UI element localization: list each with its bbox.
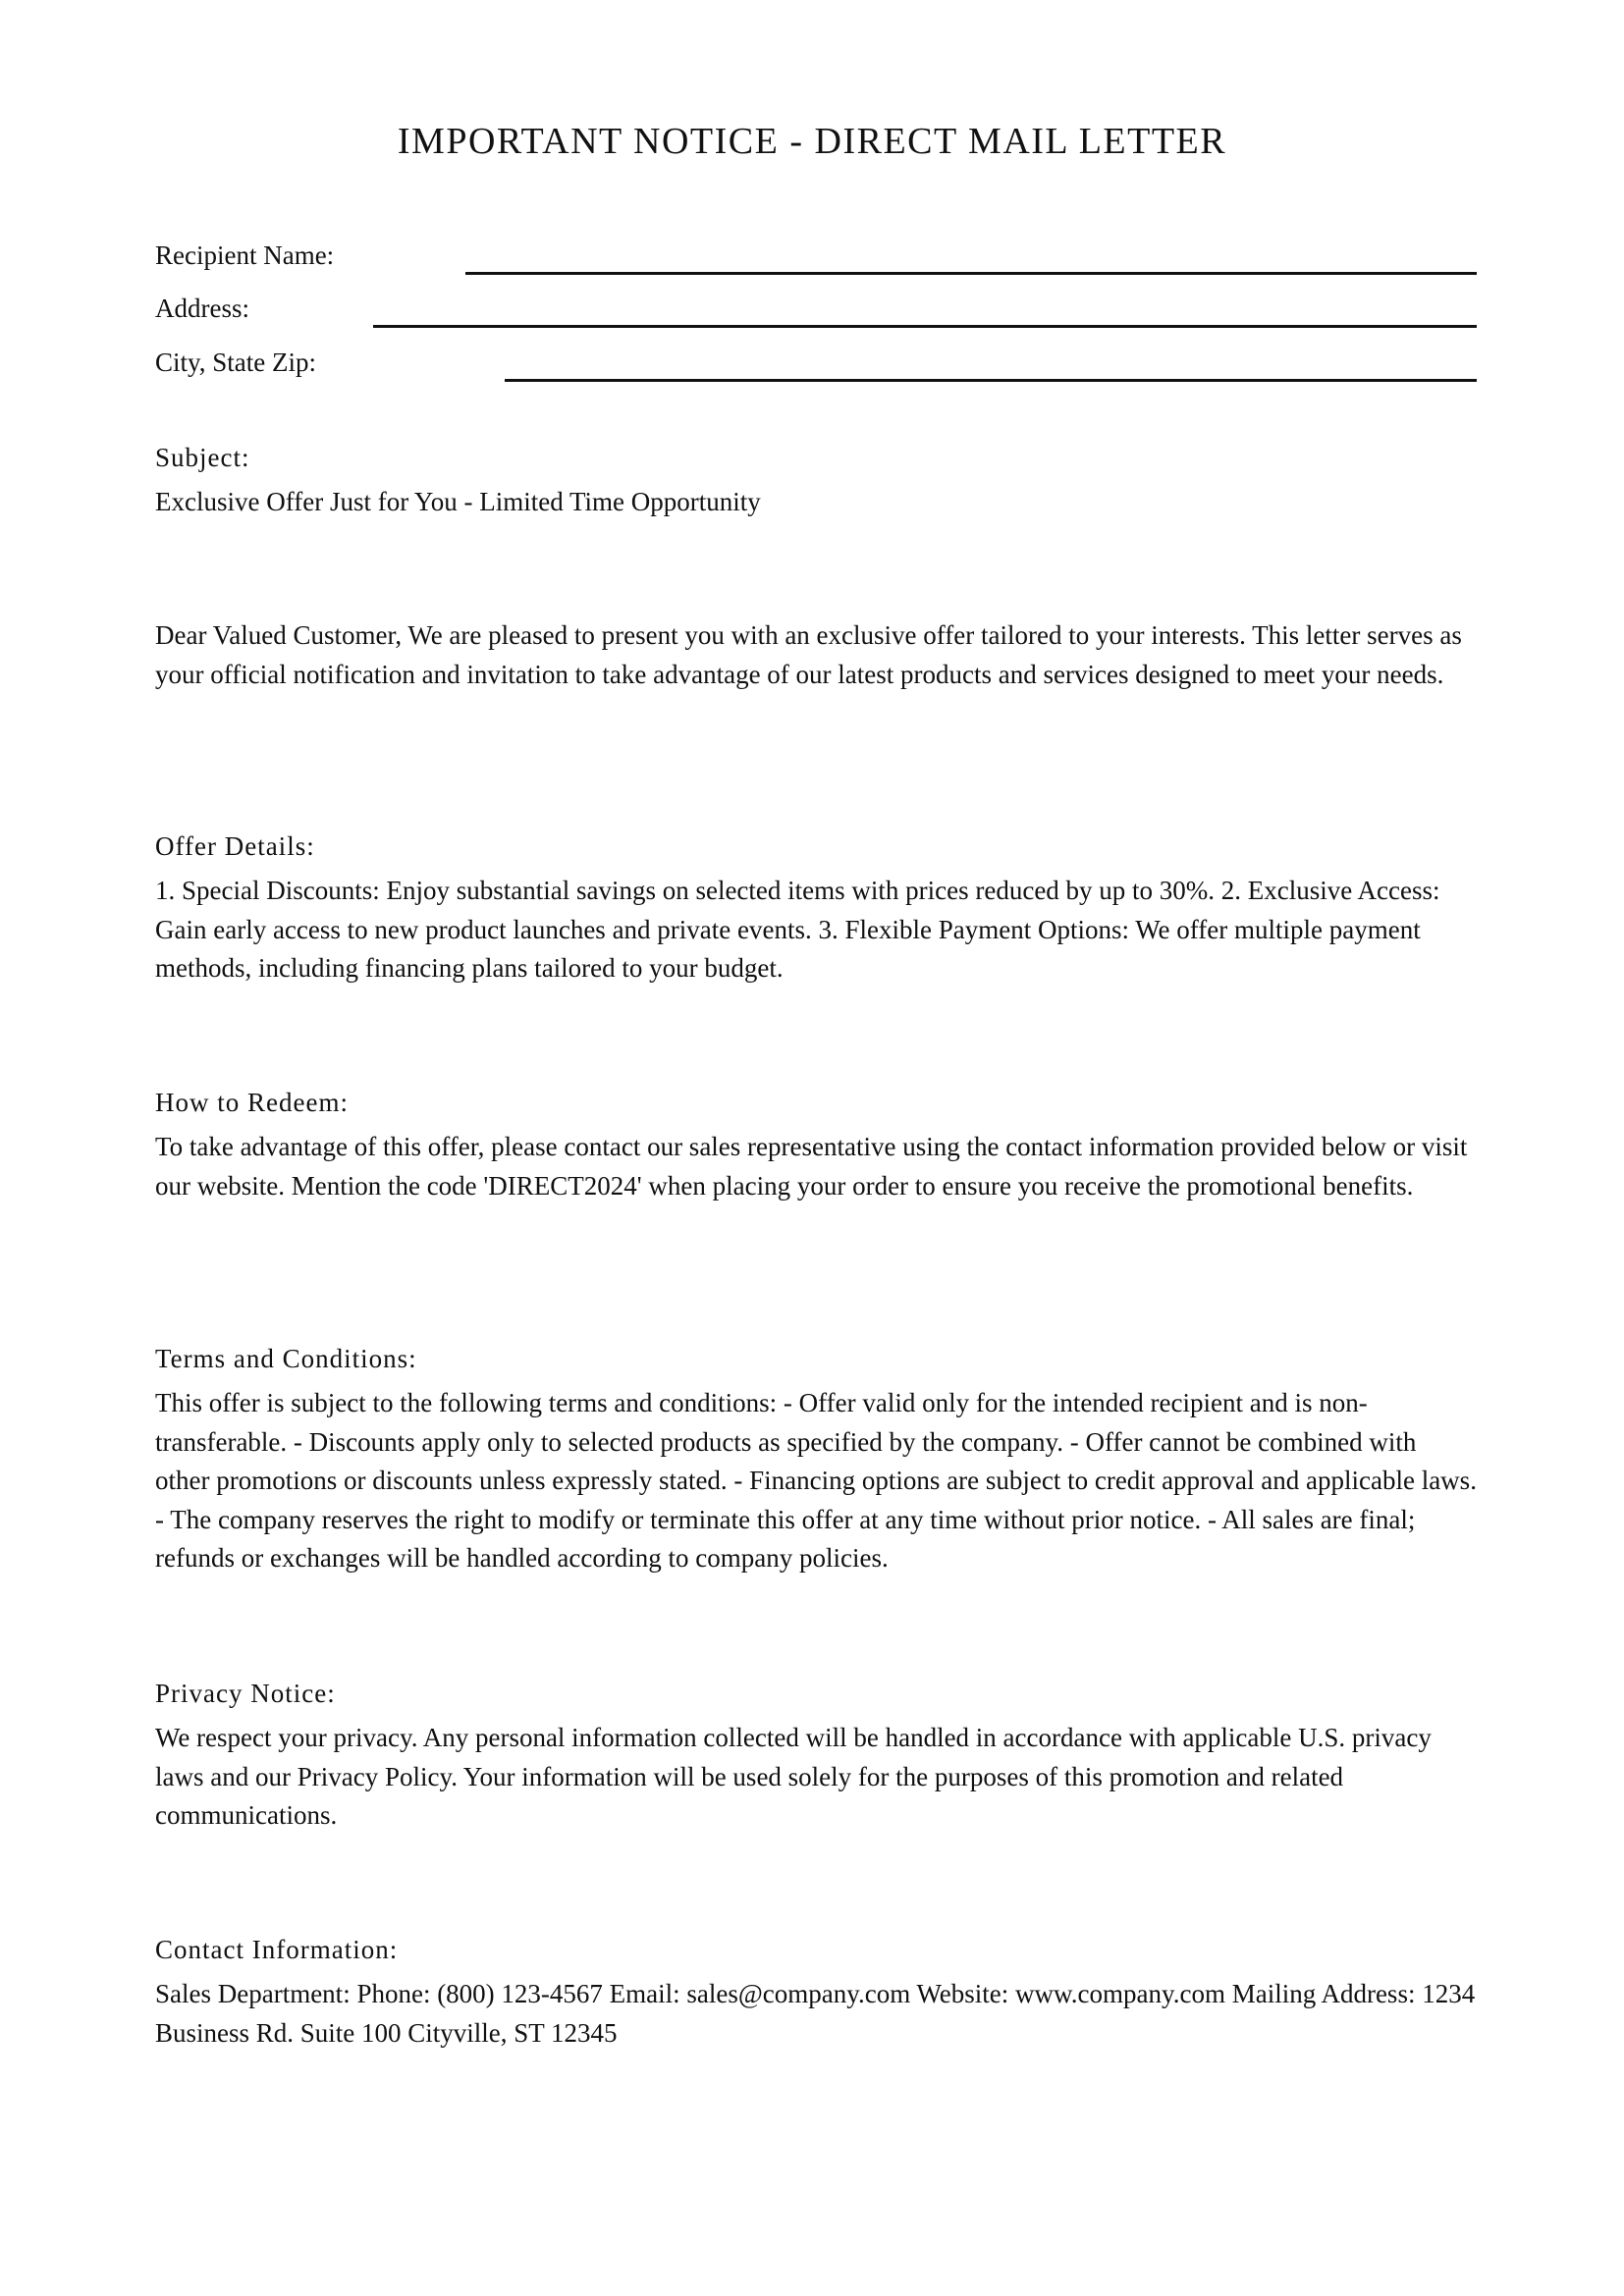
recipient-name-label: Recipient Name: [155,240,335,270]
terms-heading: Terms and Conditions: [155,1344,417,1373]
offer-details-section [155,827,1477,988]
privacy-section [155,1674,1477,1836]
greeting-text: Dear Valued Customer, We are pleased to present you with an exclusive offer tailored to your interests. This letter serves as your official notification and invitation to take advantage of our latest products and services designed to meet your needs. [155,620,1462,689]
recipient-name-field [155,236,1477,275]
greeting-section [155,616,1477,694]
address-label: Address: [155,294,249,323]
recipient-name-line[interactable] [465,272,1477,275]
city-state-zip-line[interactable] [505,379,1477,382]
contact-section [155,1930,1477,2053]
terms-text: This offer is subject to the following terms and conditions: - Offer valid only for the intended recipient and is non-transferable. - Discounts apply only to selected products as specified by the company. - Offer cannot be combined with other promotions or discounts unless expressly stated. - Financing options are subject to credit approval and applicable laws. - The company reserves the right to modify or terminate this offer at any time without prior notice. - All sales are final; refunds or exchanges will be handled according to company policies. [155,1388,1477,1573]
offer-details-heading: Offer Details: [155,831,315,861]
how-to-redeem-text: To take advantage of this offer, please contact our sales representative using the contact information provided below or visit our website. Mention the code 'DIRECT2024' when placing your order to ensure you receive the promotional benefits. [155,1132,1468,1201]
subject-section [155,438,1477,522]
address-line[interactable] [373,325,1477,328]
city-state-zip-label: City, State Zip: [155,347,316,377]
subject-text: Exclusive Offer Just for You - Limited Time Opportunity [155,487,761,516]
privacy-heading: Privacy Notice: [155,1679,336,1708]
contact-text: Sales Department: Phone: (800) 123-4567 Email: sales@company.com Website: www.company.com Mailing Address: 1234 Business Rd. Suite 100 Cityville, ST 12345 [155,1979,1476,2048]
contact-heading: Contact Information: [155,1935,399,1964]
address-field [155,289,1477,328]
subject-heading: Subject: [155,443,250,472]
how-to-redeem-heading: How to Redeem: [155,1088,349,1117]
terms-section [155,1339,1477,1578]
document-title: IMPORTANT NOTICE - DIRECT MAIL LETTER [397,121,1227,162]
city-state-zip-field [155,343,1477,382]
offer-details-text: 1. Special Discounts: Enjoy substantial savings on selected items with prices reduced by up to 30%. 2. Exclusive Access: Gain early access to new product launches and private events. 3. Flexible Payment Options: We offer multiple payment methods, including financing plans tailored to your budget. [155,876,1440,983]
privacy-text: We respect your privacy. Any personal information collected will be handled in accordance with applicable U.S. privacy laws and our Privacy Policy. Your information will be used solely for the purposes of this promotion and related communications. [155,1723,1432,1830]
how-to-redeem-section [155,1083,1477,1205]
